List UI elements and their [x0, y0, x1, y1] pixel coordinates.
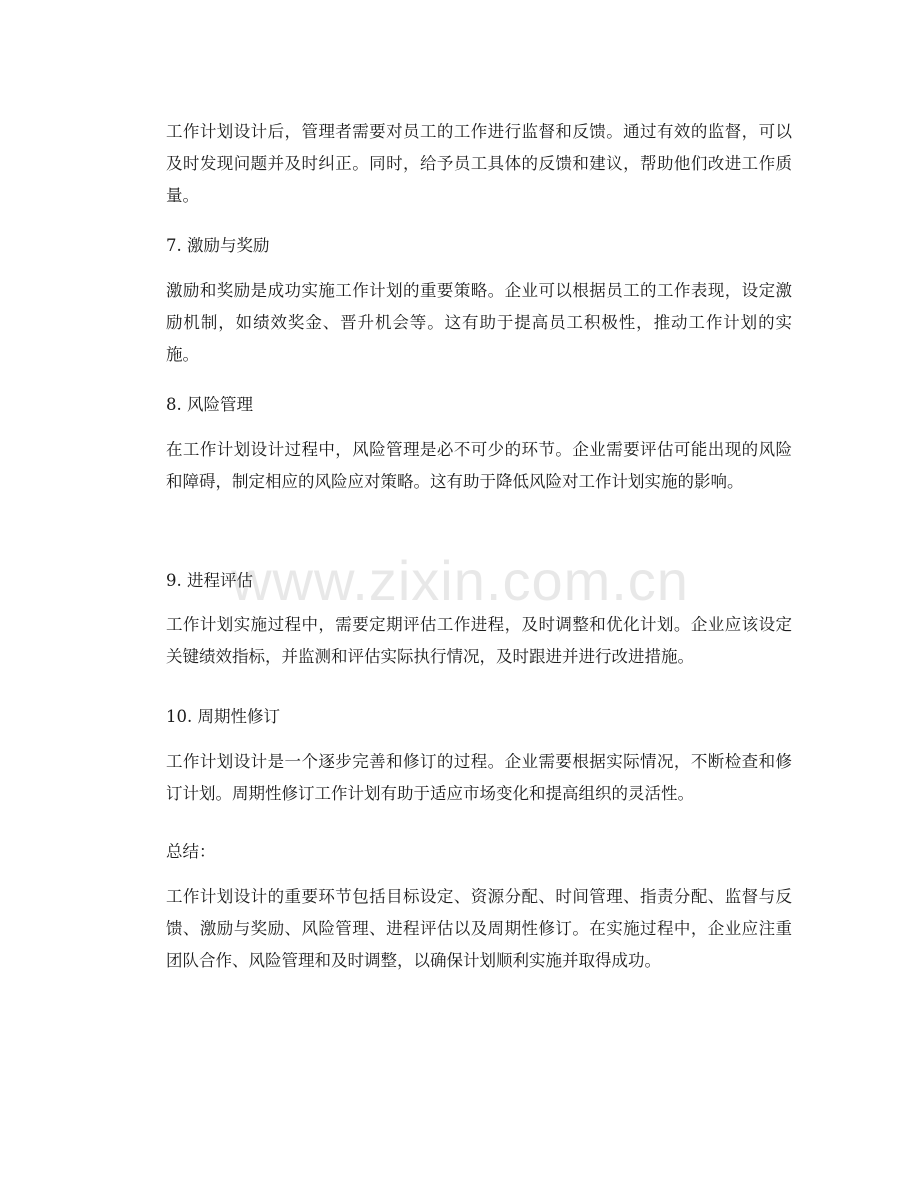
heading-incentives: 7. 激励与奖励	[166, 236, 270, 255]
paragraph-supervision: 工作计划设计后，管理者需要对员工的工作进行监督和反馈。通过有效的监督，可以及时发现问题并及时纠正。同时，给予员工具体的反馈和建议，帮助他们改进工作质量。	[166, 122, 792, 205]
heading-periodic-revision: 10. 周期性修订	[166, 707, 280, 726]
paragraph-summary: 工作计划设计的重要环节包括目标设定、资源分配、时间管理、指责分配、监督与反馈、激励与奖励、风险管理、进程评估以及周期性修订。在实施过程中，企业应注重团队合作、风险管理和及时调整，以确保计划顺利实施并取得成功。	[166, 887, 792, 970]
paragraph-incentives: 激励和奖励是成功实施工作计划的重要策略。企业可以根据员工的工作表现，设定激励机制，如绩效奖金、晋升机会等。这有助于提高员工积极性，推动工作计划的实施。	[166, 281, 792, 364]
heading-summary: 总结：	[166, 842, 216, 861]
paragraph-progress-evaluation: 工作计划实施过程中，需要定期评估工作进程，及时调整和优化计划。企业应该设定关键绩效指标，并监测和评估实际执行情况，及时跟进并进行改进措施。	[166, 615, 792, 666]
paragraph-risk-management: 在工作计划设计过程中，风险管理是必不可少的环节。企业需要评估可能出现的风险和障碍，制定相应的风险应对策略。这有助于降低风险对工作计划实施的影响。	[166, 440, 792, 491]
watermark: www.zixin.com.cn	[231, 549, 689, 612]
heading-risk-management: 8. 风险管理	[166, 395, 253, 414]
paragraph-periodic-revision: 工作计划设计是一个逐步完善和修订的过程。企业需要根据实际情况，不断检查和修订计划。周期性修订工作计划有助于适应市场变化和提高组织的灵活性。	[166, 752, 792, 803]
heading-progress-evaluation: 9. 进程评估	[166, 571, 253, 590]
